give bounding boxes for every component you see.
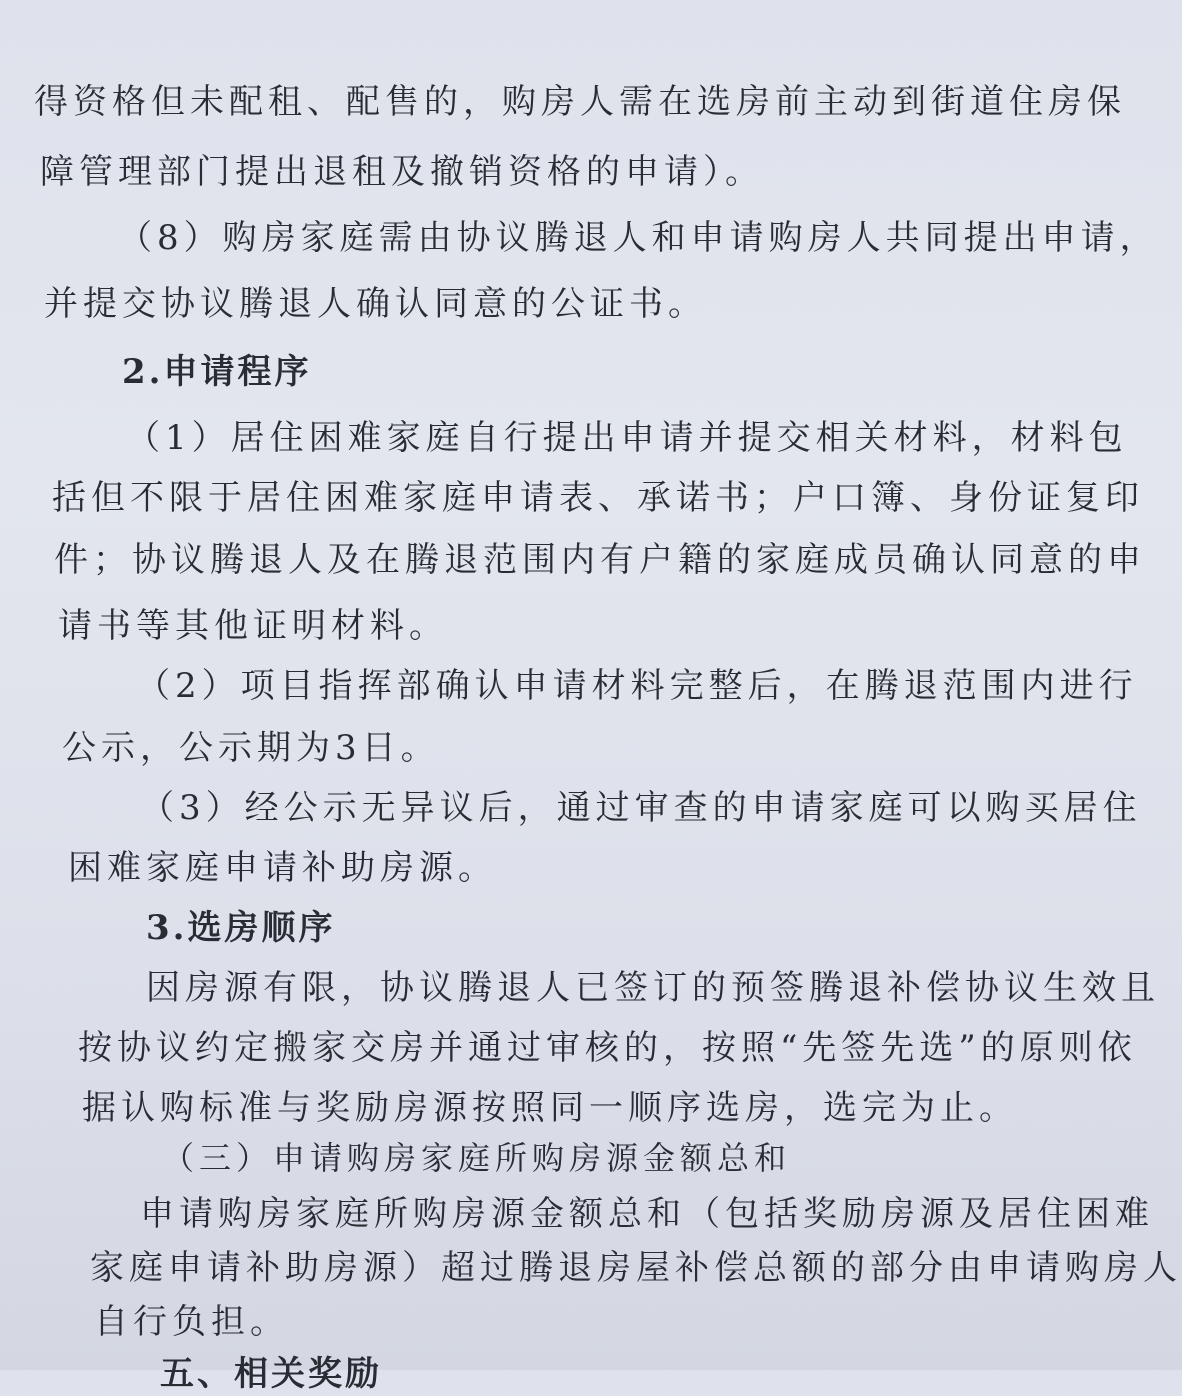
subsection-heading: （三）申请购房家庭所购房源金额总和 xyxy=(162,1139,792,1177)
paragraph-line: 括但不限于居住困难家庭申请表、承诺书；户口簿、身份证复印 xyxy=(52,478,1144,518)
paragraph-line: 困难家庭申请补助房源。 xyxy=(68,848,497,888)
paragraph-line: 件；协议腾退人及在腾退范围内有户籍的家庭成员确认同意的申 xyxy=(54,540,1146,580)
paragraph-line: 得资格但未配租、配售的，购房人需在选房前主动到街道住房保 xyxy=(34,82,1126,122)
paragraph-line: （3）经公示无异议后，通过审查的申请家庭可以购买居住 xyxy=(140,788,1142,828)
paragraph-line: 并提交协议腾退人确认同意的公证书。 xyxy=(44,284,707,324)
paragraph-line: （2）项目指挥部确认申请材料完整后，在腾退范围内进行 xyxy=(136,666,1138,706)
section-heading: 2.申请程序 xyxy=(122,352,312,392)
partial-heading: 五、相关奖励 xyxy=(160,1354,382,1394)
paragraph-line: 自行负担。 xyxy=(94,1302,289,1342)
paragraph-line: （1）居住困难家庭自行提出申请并提交相关材料，材料包 xyxy=(126,418,1128,458)
paragraph-line: 请书等其他证明材料。 xyxy=(58,606,448,646)
section-heading: 3.选房顺序 xyxy=(146,908,336,948)
paragraph-line: 因房源有限，协议腾退人已签订的预签腾退补偿协议生效且 xyxy=(146,968,1160,1008)
paragraph-line: 公示，公示期为3日。 xyxy=(62,728,440,768)
paragraph-line: （8）购房家庭需由协议腾退人和申请购房人共同提出申请， xyxy=(118,218,1159,258)
paragraph-line: 据认购标准与奖励房源按照同一顺序选房，选完为止。 xyxy=(82,1088,1018,1128)
paragraph-line: 家庭申请补助房源）超过腾退房屋补偿总额的部分由申请购房人 xyxy=(90,1248,1182,1288)
paragraph-line: 按协议约定搬家交房并通过审核的，按照“先签先选”的原则依 xyxy=(78,1028,1137,1068)
paragraph-line: 申请购房家庭所购房源金额总和（包括奖励房源及居住困难 xyxy=(140,1194,1154,1234)
paragraph-line: 障管理部门提出退租及撤销资格的申请）。 xyxy=(40,152,764,192)
